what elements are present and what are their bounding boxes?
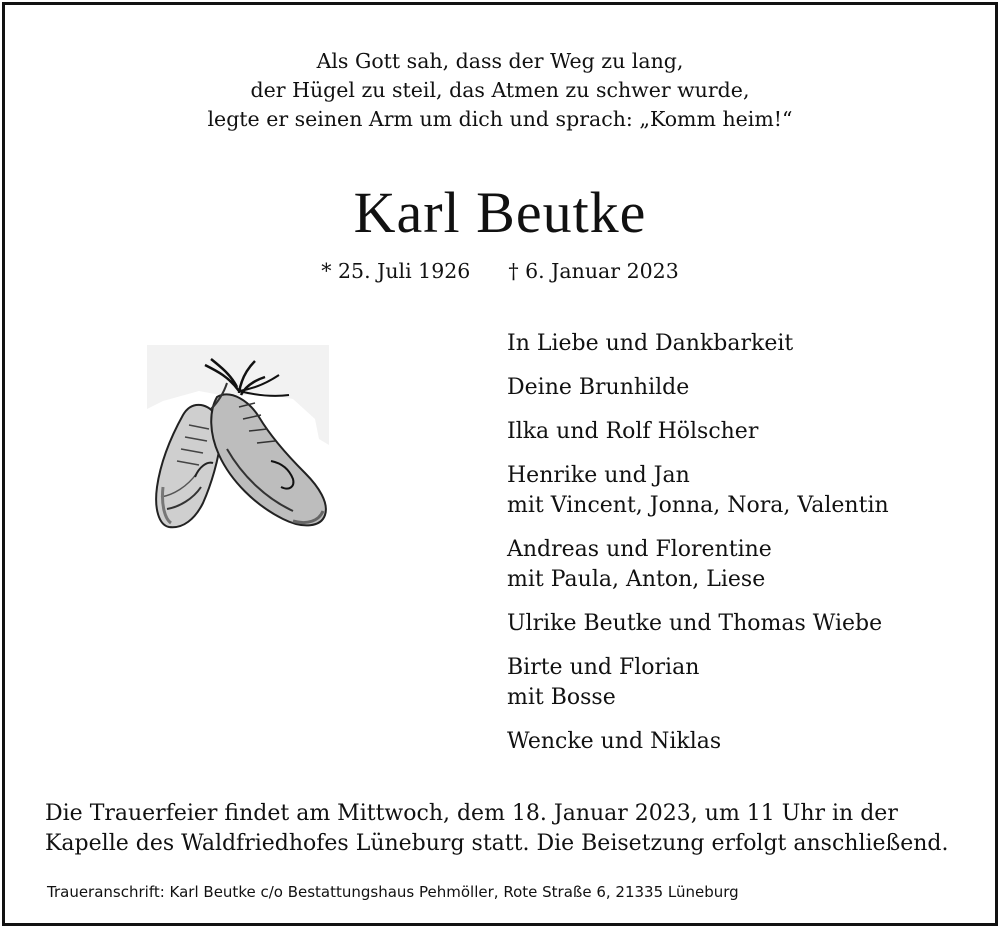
family-list	[507, 329, 977, 771]
family-group	[507, 535, 977, 595]
poem-line: der Hügel zu steil, das Atmen zu schwer wurde,	[250, 78, 750, 102]
family-group	[507, 727, 977, 757]
family-line: Ilka und Rolf Hölscher	[507, 419, 759, 444]
ceremony-line: Die Trauerfeier findet am Mittwoch, dem 18. Januar 2023, um 11 Uhr in der	[45, 801, 898, 826]
family-group	[507, 609, 977, 639]
family-line: Ulrike Beutke und Thomas Wiebe	[507, 611, 883, 636]
ceremony-notice	[45, 799, 975, 859]
poem-line: Als Gott sah, dass der Weg zu lang,	[316, 49, 684, 73]
poem-line: legte er seinen Arm um dich und sprach: „Komm heim!“	[207, 107, 793, 131]
family-line: Henrike und Jan	[507, 463, 690, 488]
family-line: mit Paula, Anton, Liese	[507, 567, 766, 592]
obituary-frame	[2, 2, 998, 926]
poem	[5, 47, 995, 134]
family-line: In Liebe und Dankbarkeit	[507, 331, 794, 356]
family-line: Andreas und Florentine	[507, 537, 772, 562]
death-date: † 6. Januar 2023	[508, 259, 679, 283]
sneakers-illustration	[143, 337, 333, 537]
family-group	[507, 461, 977, 521]
family-line: Deine Brunhilde	[507, 375, 690, 400]
family-line: mit Bosse	[507, 685, 616, 710]
family-group	[507, 329, 977, 359]
family-line: mit Vincent, Jonna, Nora, Valentin	[507, 493, 889, 518]
mourning-address: Traueranschrift: Karl Beutke c/o Bestattungshaus Pehmöller, Rote Straße 6, 21335 Lüneburg	[47, 883, 739, 901]
ceremony-line: Kapelle des Waldfriedhofes Lüneburg statt. Die Beisetzung erfolgt anschließend.	[45, 831, 949, 856]
family-group	[507, 417, 977, 447]
family-group	[507, 653, 977, 713]
family-line: Birte und Florian	[507, 655, 700, 680]
deceased-name: Karl Beutke	[353, 180, 647, 245]
birth-date: * 25. Juli 1926	[321, 259, 471, 283]
life-dates	[5, 257, 995, 285]
family-line: Wencke und Niklas	[507, 729, 722, 754]
family-group	[507, 373, 977, 403]
